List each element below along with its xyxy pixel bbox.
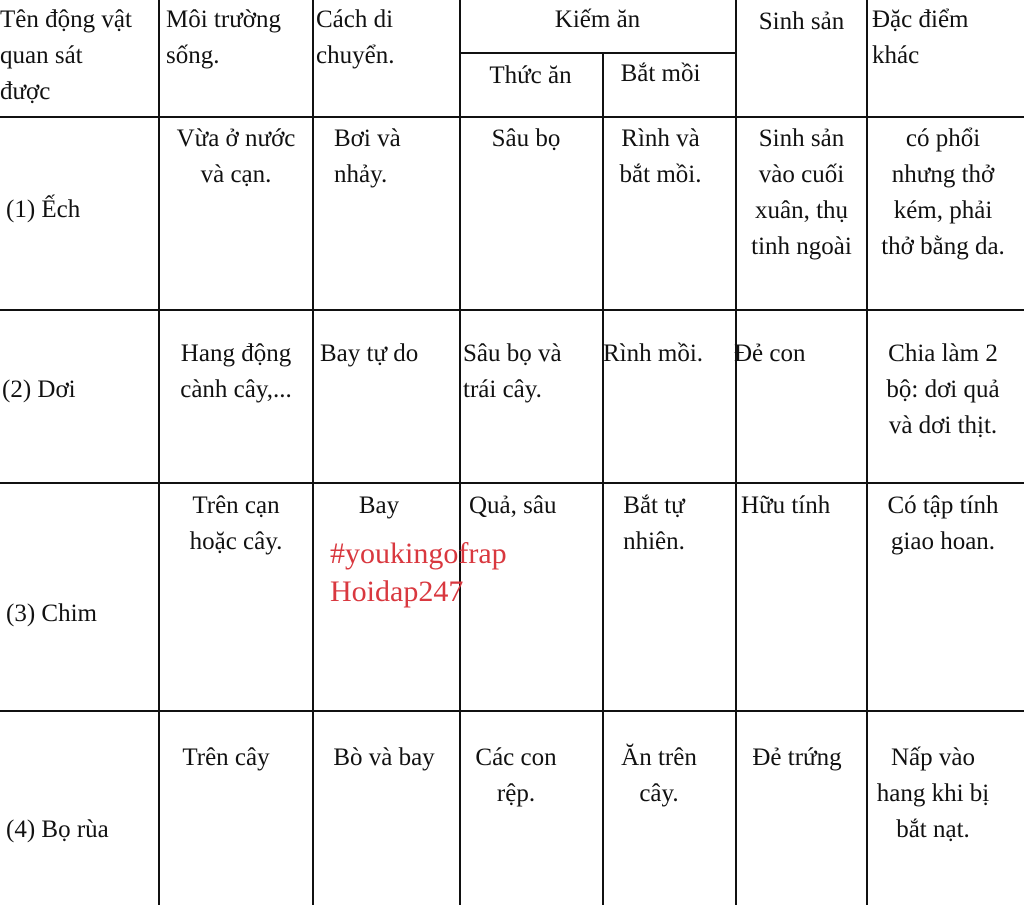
- watermark-text: #youkingofrap Hoidap247: [330, 537, 507, 608]
- row1-other: có phổi nhưng thở kém, phải thở bằng da.: [881, 125, 1005, 260]
- rule-row3-bottom: [0, 710, 1024, 712]
- rule-row2-bottom: [0, 482, 1024, 484]
- row2-other: Chia làm 2 bộ: dơi quả và dơi thịt.: [886, 340, 1000, 439]
- row4-food: Các con rệp.: [475, 744, 557, 807]
- row2-reproduction: Đẻ con: [734, 340, 806, 367]
- rule-header-sub: [459, 52, 736, 54]
- row1-food: Sâu bọ: [491, 125, 561, 152]
- row3-food: Quả, sâu: [469, 492, 557, 519]
- row2-habitat: Hang động cành cây,...: [180, 340, 292, 403]
- header-habitat: Môi trường sống.: [166, 6, 281, 69]
- row3-other: Có tập tính giao hoan.: [887, 492, 999, 555]
- header-hunting: Bắt mồi: [620, 60, 701, 87]
- row2-movement: Bay tự do: [320, 340, 419, 367]
- row4-hunting: Ăn trên cây.: [621, 744, 697, 807]
- row1-hunting: Rình và bắt mồi.: [619, 125, 702, 188]
- header-other: Đặc điểm khác: [872, 6, 969, 69]
- row4-other: Nấp vào hang khi bị bắt nạt.: [876, 744, 990, 843]
- header-animal: Tên động vật quan sát được: [0, 6, 132, 105]
- row3-animal: (3) Chim: [6, 600, 97, 627]
- row3-reproduction: Hữu tính: [741, 492, 831, 519]
- row4-movement: Bò và bay: [333, 744, 435, 771]
- row1-habitat: Vừa ở nước và cạn.: [176, 125, 296, 188]
- row1-animal: (1) Ếch: [6, 196, 81, 223]
- header-food: Thức ăn: [489, 62, 572, 89]
- header-reproduction: Sinh sản: [758, 8, 845, 35]
- header-feeding: Kiếm ăn: [554, 6, 641, 33]
- row3-habitat: Trên cạn hoặc cây.: [189, 492, 283, 555]
- row4-habitat: Trên cây: [182, 744, 270, 771]
- row2-hunting: Rình mồi.: [603, 340, 704, 367]
- header-movement: Cách di chuyển.: [316, 6, 395, 69]
- rule-header-bottom: [0, 116, 1024, 118]
- row3-movement: Bay: [358, 492, 400, 519]
- row4-reproduction: Đẻ trứng: [752, 744, 842, 771]
- rule-row1-bottom: [0, 309, 1024, 311]
- row3-hunting: Bắt tự nhiên.: [623, 492, 685, 555]
- row4-animal: (4) Bọ rùa: [6, 816, 109, 843]
- row2-food: Sâu bọ và trái cây.: [463, 340, 562, 403]
- row1-movement: Bơi và nhảy.: [334, 125, 401, 188]
- row2-animal: (2) Dơi: [2, 376, 76, 403]
- row1-reproduction: Sinh sản vào cuối xuân, thụ tinh ngoài: [751, 125, 852, 260]
